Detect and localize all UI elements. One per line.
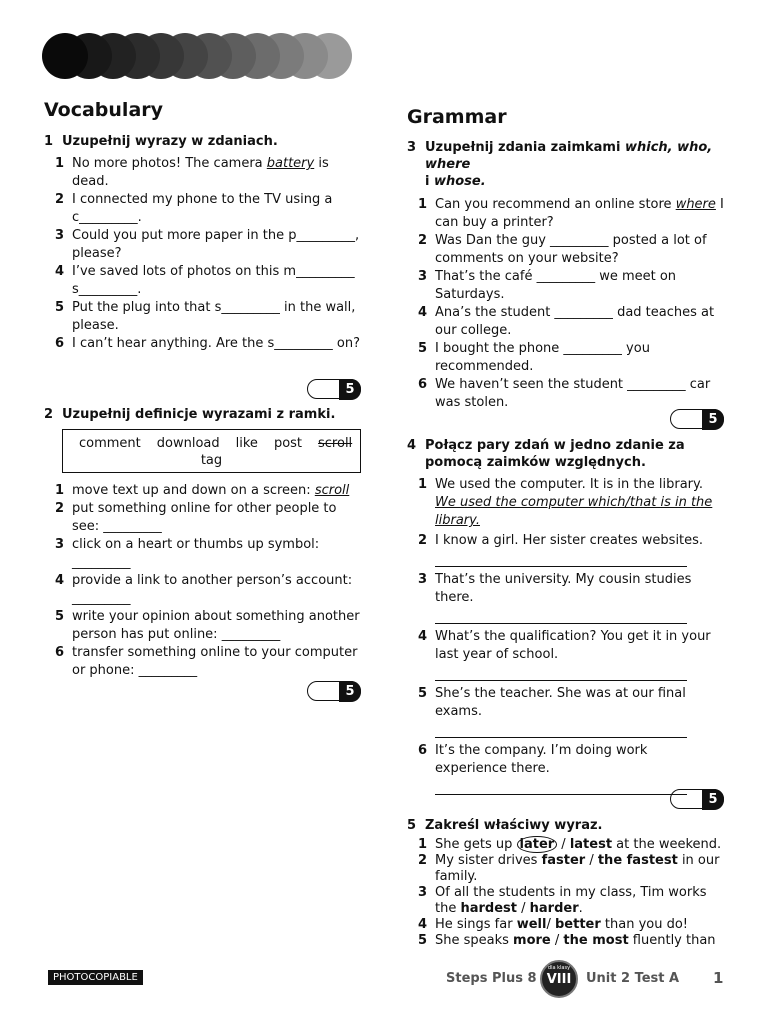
- item-text: [435, 853, 727, 885]
- item-sentence: I know a girl. Her sister creates websites.: [435, 533, 704, 548]
- item-text: [72, 644, 364, 680]
- item-text: [72, 155, 364, 191]
- item-sentence: Could you put more paper in the p_________, please?: [72, 228, 360, 261]
- item-number: 5: [54, 300, 64, 315]
- item-number: 5: [54, 609, 64, 624]
- score-box-q4: 5: [670, 789, 724, 809]
- item-text: [72, 191, 364, 227]
- item-number: 6: [54, 645, 64, 660]
- list-item: [44, 335, 364, 353]
- item-number: 4: [417, 917, 427, 932]
- item-sentence: We haven’t seen the student _________ car was stolen.: [435, 377, 711, 410]
- item-text: [435, 340, 727, 376]
- list-item: [44, 191, 364, 227]
- grammar-question-5: [407, 817, 727, 949]
- test-title: Unit 2 Test A: [586, 971, 680, 986]
- option-1: later: [517, 836, 558, 853]
- item-number: 5: [417, 933, 427, 948]
- q5-instruction: 5 Zakreśl właściwy wyraz.: [407, 818, 603, 833]
- option-1: faster: [541, 853, 586, 868]
- item-text: [72, 227, 364, 263]
- example-answer: where: [675, 197, 716, 212]
- item-pre: move text up and down on a screen:: [72, 483, 315, 498]
- answer-line: [435, 721, 687, 738]
- item-number: 3: [417, 885, 427, 900]
- item-number: 1: [54, 483, 64, 498]
- page-number: 1: [713, 969, 724, 987]
- item-number: 6: [417, 377, 427, 392]
- item-text: [435, 232, 727, 268]
- list-item: [44, 536, 364, 572]
- option-separator: /: [585, 853, 598, 868]
- item-sentence: What’s the qualification? You get it in your last year of school.: [435, 629, 711, 662]
- item-text: [435, 532, 715, 569]
- option-2: better: [554, 917, 601, 932]
- item-sentence: write your opinion about something another person has put online: _________: [72, 609, 360, 642]
- list-item: [407, 571, 727, 626]
- item-number: 1: [417, 197, 427, 212]
- list-item: [44, 227, 364, 263]
- list-item: [44, 500, 364, 536]
- item-text: [435, 628, 715, 683]
- item-number: 4: [54, 264, 64, 279]
- item-post: fluently than: [628, 933, 716, 948]
- list-item: [407, 268, 727, 304]
- q3-items: [407, 196, 727, 412]
- score-box-q1: 5: [307, 379, 361, 399]
- item-text: [435, 571, 715, 626]
- list-item: [407, 196, 727, 232]
- list-item: [407, 532, 727, 569]
- item-text: [435, 268, 727, 304]
- item-text: [72, 500, 364, 536]
- item-sentence: We used the computer. It is in the library.: [435, 477, 703, 492]
- q2-items-wrap: [44, 482, 364, 680]
- list-item: [407, 340, 727, 376]
- item-sentence: Put the plug into that s_________ in the wall, please.: [72, 300, 356, 333]
- item-number: 3: [417, 572, 427, 587]
- list-item: [407, 837, 727, 853]
- item-post: .: [578, 901, 583, 916]
- answer-line: [435, 664, 687, 681]
- item-post: in our family.: [435, 853, 720, 884]
- q2-instruction: 2 Uzupełnij definicje wyrazami z ramki.: [44, 407, 336, 422]
- item-text: [435, 476, 715, 530]
- box-word: like: [235, 436, 258, 451]
- item-text: [435, 376, 727, 412]
- word-box: [62, 429, 361, 473]
- item-number: 3: [417, 269, 427, 284]
- option-2: harder: [529, 901, 579, 916]
- q4-instruction: 4 Połącz pary zdań w jedno zdanie za pomocą zaimków względnych.: [407, 438, 685, 470]
- item-pre: Of all the students in my class, Tim works the: [435, 885, 707, 916]
- answer-line: [435, 778, 687, 795]
- item-sentence: I’ve saved lots of photos on this m_________ s_________.: [72, 264, 355, 297]
- item-sentence: Ana’s the student _________ dad teaches at our college.: [435, 305, 715, 338]
- item-sentence: That’s the café _________ we meet on Saturdays.: [435, 269, 677, 302]
- list-item: [44, 263, 364, 299]
- answer-line: [435, 607, 687, 624]
- item-text: [435, 837, 721, 853]
- score-box-q3: 5: [670, 409, 724, 429]
- book-title: Steps Plus 8: [446, 971, 537, 986]
- photocopiable-badge: PHOTOCOPIABLE: [48, 970, 143, 985]
- item-number: 5: [417, 341, 427, 356]
- item-text: [72, 299, 364, 335]
- item-text: [435, 196, 727, 232]
- item-number: 1: [54, 156, 64, 171]
- list-item: [44, 572, 364, 608]
- q1-instruction: 1 Uzupełnij wyrazy w zdaniach.: [44, 134, 278, 149]
- item-sentence: put something online for other people to see: _________: [72, 501, 337, 534]
- item-pre: He sings far: [435, 917, 517, 932]
- item-number: 2: [54, 501, 64, 516]
- q4-items: [407, 476, 727, 797]
- example-answer: We used the computer which/that is in the library.: [435, 495, 713, 528]
- list-item: [44, 299, 364, 335]
- item-post: at the weekend.: [612, 837, 722, 852]
- vocabulary-question-2: [44, 406, 364, 423]
- list-item: [407, 685, 727, 740]
- item-sentence: I connected my phone to the TV using a c_________.: [72, 192, 333, 225]
- vocabulary-question-1: [44, 133, 364, 353]
- list-item: [407, 628, 727, 683]
- item-number: 2: [54, 192, 64, 207]
- answer-line: [435, 550, 687, 567]
- item-number: 4: [54, 573, 64, 588]
- option-2: the most: [563, 933, 629, 948]
- option-separator: /: [550, 933, 564, 948]
- list-item: [407, 376, 727, 412]
- list-item: [407, 885, 727, 917]
- score-box-q2: 5: [307, 681, 361, 701]
- list-item: [407, 304, 727, 340]
- option-2: the fastest: [597, 853, 678, 868]
- item-text: [435, 885, 727, 917]
- item-number: 2: [417, 533, 427, 548]
- item-pre: No more photos! The camera: [72, 156, 267, 171]
- q1-items: [44, 155, 364, 353]
- option-1: more: [513, 933, 551, 948]
- item-sentence: I can’t hear anything. Are the s_________ on?: [72, 336, 361, 351]
- item-text: [435, 917, 688, 933]
- item-number: 3: [54, 228, 64, 243]
- item-number: 1: [417, 477, 427, 492]
- option-separator: /: [546, 917, 555, 932]
- item-sentence: That’s the university. My cousin studies there.: [435, 572, 692, 605]
- item-post: than you do!: [600, 917, 689, 932]
- item-text: [72, 572, 364, 608]
- option-separator: /: [557, 837, 570, 852]
- vocabulary-title: Vocabulary: [44, 99, 164, 121]
- list-item: [407, 933, 727, 949]
- item-text: [435, 933, 716, 949]
- item-pre: She speaks: [435, 933, 514, 948]
- box-word: comment: [79, 436, 141, 451]
- item-sentence: I bought the phone _________ you recommended.: [435, 341, 650, 374]
- item-sentence: It’s the company. I’m doing work experience there.: [435, 743, 648, 776]
- q3-instruction: 3 Uzupełnij zdania zaimkami which, who, where i whose.: [407, 140, 713, 189]
- item-post: I can buy a printer?: [435, 197, 724, 230]
- list-item: [44, 608, 364, 644]
- list-item: [407, 853, 727, 885]
- item-text: [72, 482, 349, 500]
- item-sentence: provide a link to another person’s account: _________: [72, 573, 353, 606]
- item-sentence: transfer something online to your computer or phone: _________: [72, 645, 358, 678]
- list-item: [44, 155, 364, 191]
- option-1: well: [516, 917, 547, 932]
- item-text: [435, 304, 727, 340]
- item-post: is dead.: [72, 156, 329, 189]
- item-number: 3: [54, 537, 64, 552]
- example-answer: scroll: [314, 483, 350, 498]
- box-word: post: [273, 436, 303, 451]
- item-number: 1: [417, 837, 427, 852]
- item-number: 4: [417, 629, 427, 644]
- item-pre: My sister drives: [435, 853, 542, 868]
- list-item: [44, 644, 364, 680]
- item-sentence: She’s the teacher. She was at our final exams.: [435, 686, 686, 719]
- item-sentence: click on a heart or thumbs up symbol: _________: [72, 537, 320, 570]
- item-pre: She gets up: [435, 837, 517, 852]
- grammar-title: Grammar: [407, 106, 507, 128]
- item-text: [72, 335, 360, 353]
- option-2: latest: [569, 837, 613, 852]
- class-logo-icon: dla klasy VIII: [540, 960, 578, 998]
- circle-decoration: [42, 33, 88, 79]
- grammar-question-4: [407, 437, 727, 799]
- option-1: hardest: [460, 901, 517, 916]
- list-item: [44, 482, 364, 500]
- item-text: [72, 536, 364, 572]
- header-circles-decoration: [42, 33, 362, 79]
- item-pre: Can you recommend an online store: [435, 197, 676, 212]
- example-answer: battery: [266, 156, 315, 171]
- item-number: 5: [417, 686, 427, 701]
- q2-items: [44, 482, 364, 680]
- item-text: [72, 263, 364, 299]
- item-sentence: Was Dan the guy _________ posted a lot of comments on your website?: [435, 233, 707, 266]
- option-separator: /: [516, 901, 530, 916]
- list-item: [407, 232, 727, 268]
- item-number: 2: [417, 853, 427, 868]
- box-word: tag: [200, 453, 223, 468]
- item-number: 2: [417, 233, 427, 248]
- item-number: 6: [417, 743, 427, 758]
- item-text: [72, 608, 364, 644]
- q5-items: [407, 837, 727, 949]
- box-word: download: [156, 436, 220, 451]
- list-item: [407, 917, 727, 933]
- box-word: scroll: [318, 436, 353, 451]
- item-number: 6: [54, 336, 64, 351]
- list-item: [407, 476, 727, 530]
- item-text: [435, 685, 715, 740]
- item-number: 4: [417, 305, 427, 320]
- grammar-question-3: [407, 139, 727, 412]
